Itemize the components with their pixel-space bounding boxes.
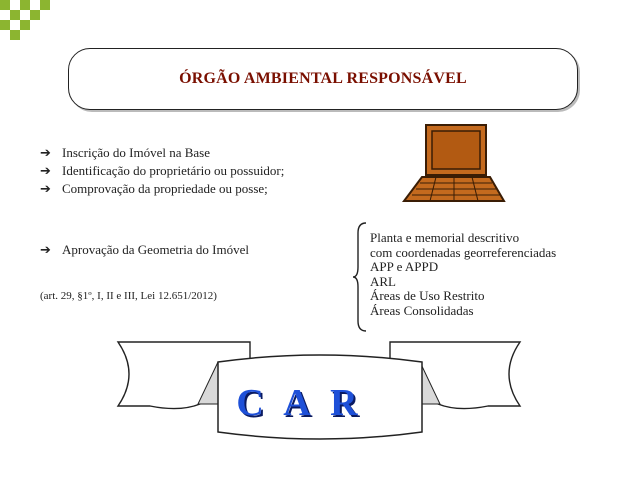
list-item: [40, 162, 284, 180]
list-item: Áreas Consolidadas: [370, 302, 474, 318]
bullet-list: [40, 144, 284, 198]
arrow-right-icon: ➔: [40, 145, 51, 161]
list-item: Planta e memorial descritivo: [370, 230, 520, 245]
requirements-list: [370, 231, 556, 319]
car-title: C A R: [236, 382, 364, 424]
list-item-label: Identificação do proprietário ou possuidor;: [62, 163, 285, 178]
approval-item: [40, 241, 249, 259]
header-box: [68, 48, 578, 110]
laptop-icon: [402, 123, 506, 205]
list-item: [40, 180, 284, 198]
brace-icon: [352, 221, 368, 333]
list-item-label: Inscrição do Imóvel na Base: [62, 145, 211, 160]
list-item-label: Comprovação da propriedade ou posse;: [62, 181, 268, 196]
list-item: [40, 144, 284, 162]
arrow-right-icon: ➔: [40, 163, 51, 179]
list-item: ARL: [370, 273, 396, 289]
green-checker-icon: [0, 0, 52, 40]
list-item: com coordenadas georreferenciadas: [370, 244, 557, 260]
list-item: APP e APPD: [370, 259, 439, 275]
legal-citation: (art. 29, §1º, I, II e III, Lei 12.651/2012): [40, 290, 217, 302]
arrow-right-icon: ➔: [40, 242, 51, 258]
arrow-right-icon: ➔: [40, 181, 51, 197]
list-item: Áreas de Uso Restrito: [370, 288, 485, 304]
approval-label: Aprovação da Geometria do Imóvel: [62, 242, 249, 257]
page-title: ÓRGÃO AMBIENTAL RESPONSÁVEL: [179, 70, 467, 87]
